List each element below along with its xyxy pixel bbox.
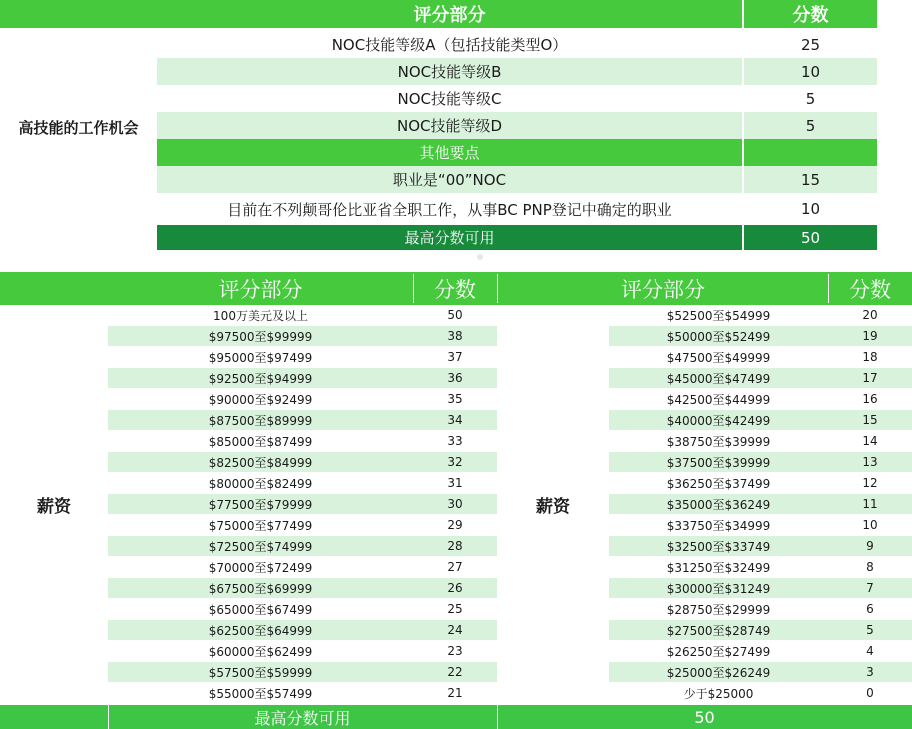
top-category-label: 高技能的工作机会 <box>0 28 157 226</box>
salary-row-score: 50 <box>413 305 497 325</box>
salary-row-label: $72500至$74999 <box>108 536 413 556</box>
salary-row-score: 33 <box>413 431 497 451</box>
salary-row-score: 28 <box>413 536 497 556</box>
top-row-score: 5 <box>744 112 877 139</box>
salary-row-score: 5 <box>828 620 912 640</box>
bottom-right-header-section: 评分部分 <box>621 277 705 302</box>
salary-row-score: 35 <box>413 389 497 409</box>
salary-row-score: 20 <box>828 305 912 325</box>
salary-row-score: 17 <box>828 368 912 388</box>
top-max-score: 50 <box>744 225 877 250</box>
top-max-label: 最高分数可用 <box>157 225 742 250</box>
bottom-right-category: 薪资 <box>536 497 570 517</box>
salary-row-label: $50000至$52499 <box>609 326 828 346</box>
salary-row-score: 26 <box>413 578 497 598</box>
salary-row-label: $87500至$89999 <box>108 410 413 430</box>
top-row-label: NOC技能等级B <box>157 58 742 85</box>
top-row-score: 25 <box>744 31 877 58</box>
separator-dot <box>477 254 483 260</box>
salary-row-label: $75000至$77499 <box>108 515 413 535</box>
salary-row-label: $52500至$54999 <box>609 305 828 325</box>
top-row-score: 5 <box>744 85 877 112</box>
bottom-footer-label: 最高分数可用 <box>254 708 351 728</box>
top-row-label: NOC技能等级C <box>157 85 742 112</box>
salary-row-score: 38 <box>413 326 497 346</box>
salary-row-score: 21 <box>413 683 497 703</box>
salary-row-label: $32500至$33749 <box>609 536 828 556</box>
salary-row-score: 25 <box>413 599 497 619</box>
salary-row-label: $36250至$37499 <box>609 473 828 493</box>
salary-row-score: 24 <box>413 620 497 640</box>
salary-row-label: $37500至$39999 <box>609 452 828 472</box>
salary-row-label: $26250至$27499 <box>609 641 828 661</box>
salary-row-score: 6 <box>828 599 912 619</box>
salary-row-score: 30 <box>413 494 497 514</box>
salary-row-label: $47500至$49999 <box>609 347 828 367</box>
salary-row-label: $31250至$32499 <box>609 557 828 577</box>
salary-row-score: 27 <box>413 557 497 577</box>
bottom-right-header-score: 分数 <box>849 277 891 302</box>
salary-row-score: 13 <box>828 452 912 472</box>
top-row-score: 15 <box>744 166 877 193</box>
salary-row-label: $80000至$82499 <box>108 473 413 493</box>
salary-row-label: $40000至$42499 <box>609 410 828 430</box>
top-row-subheader: 其他要点 <box>157 139 742 166</box>
salary-row-score: 29 <box>413 515 497 535</box>
salary-row-label: $65000至$67499 <box>108 599 413 619</box>
salary-row-label: $70000至$72499 <box>108 557 413 577</box>
salary-row-score: 19 <box>828 326 912 346</box>
salary-row-label: $30000至$31249 <box>609 578 828 598</box>
salary-row-score: 18 <box>828 347 912 367</box>
salary-row-score: 4 <box>828 641 912 661</box>
salary-row-label: $55000至$57499 <box>108 683 413 703</box>
top-row-score: 10 <box>744 58 877 85</box>
salary-row-score: 7 <box>828 578 912 598</box>
top-header-score: 分数 <box>744 0 877 28</box>
top-row-label: 目前在不列颠哥伦比亚省全职工作，从事BC PNP登记中确定的职业 <box>157 193 742 225</box>
salary-row-score: 11 <box>828 494 912 514</box>
bottom-footer-score: 50 <box>694 707 715 727</box>
salary-row-label: $33750至$34999 <box>609 515 828 535</box>
salary-row-label: $38750至$39999 <box>609 431 828 451</box>
salary-row-label: $35000至$36249 <box>609 494 828 514</box>
bottom-left-header-section: 评分部分 <box>218 277 303 302</box>
salary-row-score: 31 <box>413 473 497 493</box>
top-header-left-blank <box>0 0 157 28</box>
footer-divider <box>497 705 498 729</box>
footer-divider <box>108 705 109 729</box>
salary-row-label: 少于$25000 <box>609 683 828 703</box>
salary-row-label: $57500至$59999 <box>108 662 413 682</box>
header-divider <box>828 274 829 303</box>
salary-row-score: 12 <box>828 473 912 493</box>
salary-row-label: $67500至$69999 <box>108 578 413 598</box>
salary-row-score: 15 <box>828 410 912 430</box>
salary-row-score: 8 <box>828 557 912 577</box>
salary-row-label: $92500至$94999 <box>108 368 413 388</box>
salary-row-score: 32 <box>413 452 497 472</box>
salary-row-label: $97500至$99999 <box>108 326 413 346</box>
salary-row-score: 16 <box>828 389 912 409</box>
salary-row-score: 9 <box>828 536 912 556</box>
salary-row-label: $42500至$44999 <box>609 389 828 409</box>
salary-row-label: $85000至$87499 <box>108 431 413 451</box>
salary-row-label: $62500至$64999 <box>108 620 413 640</box>
bottom-left-category: 薪资 <box>37 497 71 517</box>
top-header-section: 评分部分 <box>157 0 742 28</box>
salary-row-score: 34 <box>413 410 497 430</box>
salary-row-label: 100万美元及以上 <box>108 305 413 325</box>
salary-row-label: $82500至$84999 <box>108 452 413 472</box>
salary-row-label: $77500至$79999 <box>108 494 413 514</box>
salary-row-score: 0 <box>828 683 912 703</box>
salary-row-label: $90000至$92499 <box>108 389 413 409</box>
header-divider <box>413 274 414 303</box>
salary-row-score: 14 <box>828 431 912 451</box>
bottom-left-header-score: 分数 <box>434 277 476 302</box>
salary-row-label: $27500至$28749 <box>609 620 828 640</box>
salary-row-score: 22 <box>413 662 497 682</box>
top-row-label: NOC技能等级D <box>157 112 742 139</box>
top-row-label: NOC技能等级A（包括技能类型O） <box>157 31 742 58</box>
salary-row-label: $95000至$97499 <box>108 347 413 367</box>
salary-row-label: $45000至$47499 <box>609 368 828 388</box>
top-row-label: 职业是“00”NOC <box>157 166 742 193</box>
salary-row-score: 23 <box>413 641 497 661</box>
header-divider <box>497 274 498 303</box>
salary-row-score: 3 <box>828 662 912 682</box>
top-row-subheader-score <box>744 139 877 166</box>
salary-row-score: 36 <box>413 368 497 388</box>
salary-row-score: 10 <box>828 515 912 535</box>
salary-row-label: $28750至$29999 <box>609 599 828 619</box>
salary-row-label: $25000至$26249 <box>609 662 828 682</box>
top-row-score: 10 <box>744 193 877 225</box>
salary-row-score: 37 <box>413 347 497 367</box>
salary-row-label: $60000至$62499 <box>108 641 413 661</box>
